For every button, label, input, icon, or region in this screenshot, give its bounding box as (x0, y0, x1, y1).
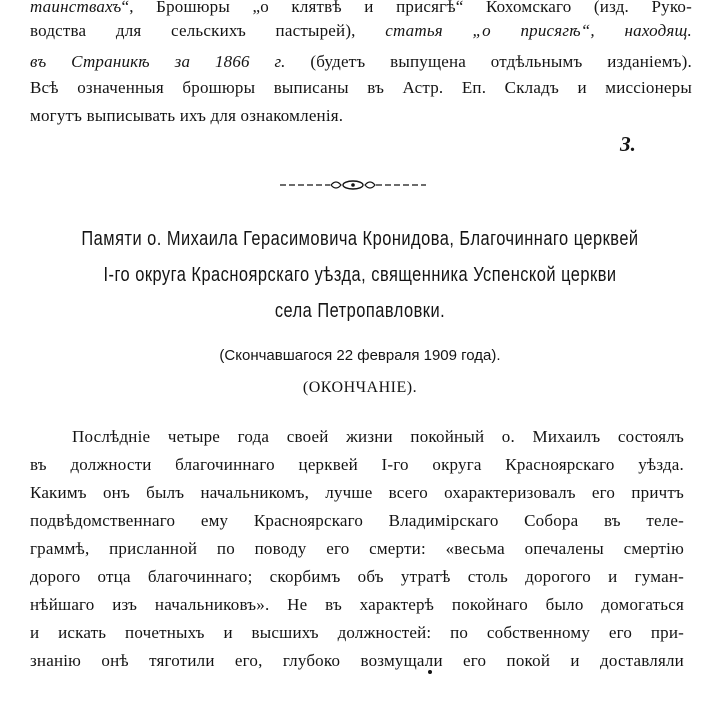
italic-fragment: въ Страникѣ за 1866 г. (30, 52, 286, 71)
body-line-7: нѣйшаго изъ начальниковъ». Не въ характерѣ покойнаго было домогаться (30, 595, 684, 614)
body-line-5: граммѣ, присланной по поводу его смерти: «весьма опечалены смертію (30, 539, 684, 558)
body-line-1: Послѣдніе четыре года своей жизни покойный о. Михаилъ состоялъ (72, 427, 684, 446)
text-fragment: “, Брошюры „о клятвѣ и присягѣ“ Кохомскаго (изд. Руко- (121, 0, 692, 16)
top-paragraph-line-5: могутъ выписывать ихъ для ознакомленія. (30, 106, 344, 125)
body-line-9: знанію онѣ тяготили его, глубоко возмущали его покой и доставляли (30, 651, 684, 670)
body-line-3: Какимъ онъ былъ начальникомъ, лучше всего охарактеризовалъ его причтъ (30, 483, 684, 502)
body-line-8: и искать почетныхъ и высшихъ должностей: по собственному его при- (30, 623, 684, 642)
italic-fragment: статья „о присягѣ“, находящ. (385, 21, 693, 40)
top-paragraph-line-3 (30, 51, 692, 73)
text-fragment: (будетъ выпущена отдѣльнымъ изданіемъ). (285, 52, 692, 71)
top-paragraph-line-1 (30, 0, 692, 18)
body-line-6: дорого отца благочиннаго; скорбимъ объ утратѣ столь дорогого и гуман- (30, 567, 684, 586)
body-line-2: въ должности благочиннаго церквей I-го округа Красноярскаго уѣзда. (30, 455, 684, 474)
article-title-line-3: села Петропавловки. (274, 300, 446, 322)
author-signature: З. (620, 132, 636, 156)
top-paragraph-line-2 (30, 20, 692, 42)
article-subtitle: (Скончавшагося 22 февраля 1909 года). (219, 347, 501, 364)
text-fragment: водства для сельскихъ пастырей), (30, 21, 386, 40)
article-title-line-1: Памяти о. Михаила Герасимовича Кронидова, Благочиннаго церквей (81, 228, 639, 250)
ink-speck (428, 670, 432, 674)
italic-fragment: таинствахъ (30, 0, 122, 16)
continuation-label: (ОКОНЧАНІЕ). (302, 379, 418, 396)
body-line-4: подвѣдомственнаго ему Красноярскаго Владимірскаго Собора въ теле- (30, 511, 684, 530)
article-title-line-2: I-го округа Красноярскаго уѣзда, священника Успенской церкви (103, 264, 617, 286)
top-paragraph-line-4: Всѣ означенныя брошюры выписаны въ Астр. Еп. Складъ и миссіонеры (30, 78, 692, 97)
ornament-divider (278, 178, 428, 192)
